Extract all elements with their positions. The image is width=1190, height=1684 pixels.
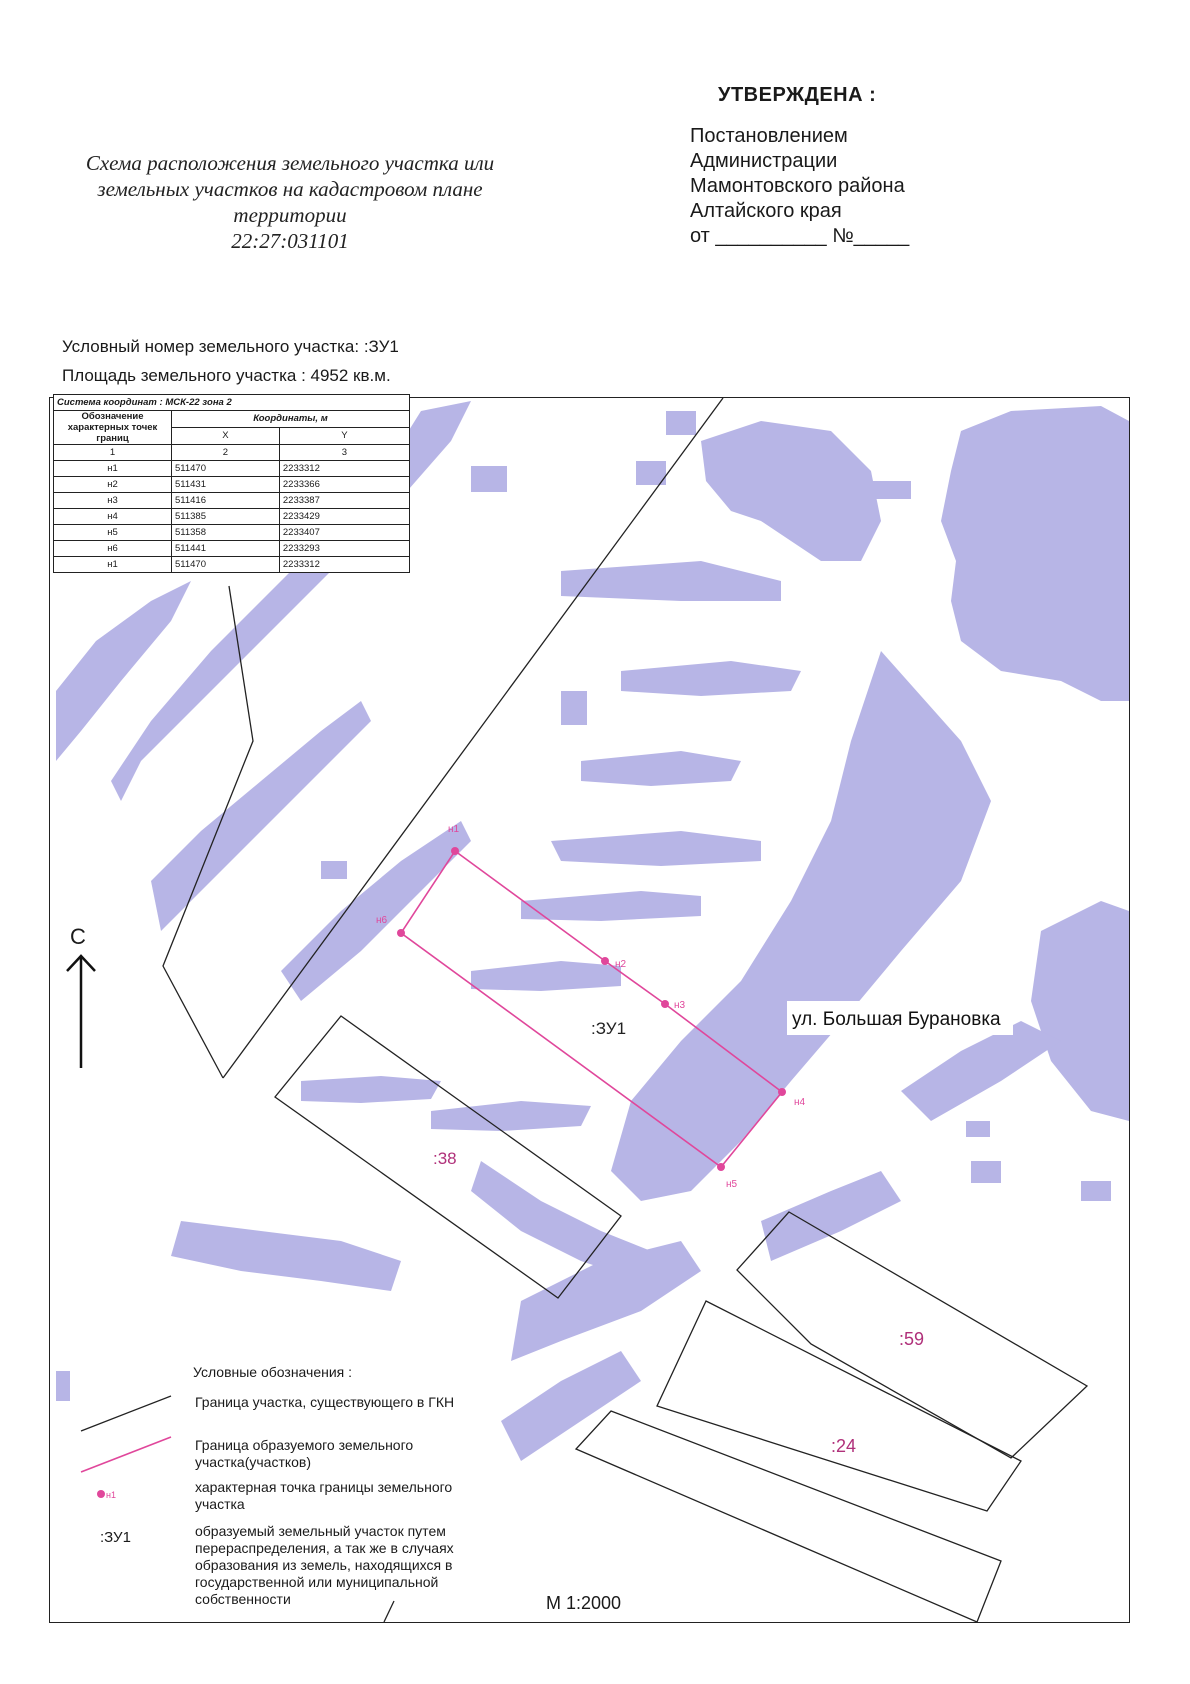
terrain-area bbox=[901, 1021, 1061, 1121]
col-coords-header: Координаты, м bbox=[171, 411, 409, 428]
title-line: территории bbox=[233, 203, 347, 227]
y-cell: 2233366 bbox=[279, 477, 409, 493]
legend-plot-sample: :ЗУ1 bbox=[100, 1529, 131, 1546]
approval-block bbox=[690, 124, 909, 249]
terrain-area bbox=[501, 1351, 641, 1461]
table-row bbox=[54, 525, 410, 541]
y-cell: 2233312 bbox=[279, 557, 409, 573]
x-cell: 511358 bbox=[171, 525, 279, 541]
north-arrow-icon bbox=[67, 956, 95, 1068]
point-n3 bbox=[661, 1000, 669, 1008]
terrain-area bbox=[666, 411, 696, 435]
point-n5 bbox=[717, 1163, 725, 1171]
title-line: Схема расположения земельного участка или bbox=[85, 151, 495, 175]
approval-line: Постановлением bbox=[690, 125, 848, 147]
approval-line: Мамонтовского района bbox=[690, 175, 905, 197]
point-cell: н5 bbox=[54, 525, 172, 541]
approval-heading: УТВЕРЖДЕНА : bbox=[718, 84, 877, 106]
y-cell: 2233407 bbox=[279, 525, 409, 541]
point-cell: н6 bbox=[54, 541, 172, 557]
legend-existing-text: Граница участка, существующего в ГКН bbox=[195, 1394, 455, 1410]
parcel-59-label: :59 bbox=[899, 1329, 925, 1349]
terrain-area bbox=[171, 1221, 401, 1291]
plot-number: Условный номер земельного участка: :ЗУ1 bbox=[62, 337, 399, 356]
point-n6 bbox=[397, 929, 405, 937]
col-y-header: Y bbox=[279, 428, 409, 445]
legend-title: Условные обозначения : bbox=[193, 1364, 353, 1380]
plot-area: Площадь земельного участка : 4952 кв.м. bbox=[62, 366, 391, 385]
y-cell: 2233293 bbox=[279, 541, 409, 557]
street-name-label: ул. Большая Бурановка bbox=[792, 1009, 1001, 1030]
terrain-area bbox=[1081, 1181, 1111, 1201]
parcel-24-boundary bbox=[657, 1301, 1021, 1511]
point-n4 bbox=[778, 1088, 786, 1096]
terrain-area bbox=[151, 701, 371, 931]
terrain-area bbox=[621, 661, 801, 696]
parcel-24-label: :24 bbox=[831, 1436, 857, 1456]
legend-new-boundary-text: Граница образуемого земельного участка(участков) bbox=[195, 1437, 414, 1470]
label-n2: н2 bbox=[615, 959, 627, 970]
legend-point-sample: н1 bbox=[106, 1490, 116, 1500]
terrain-area bbox=[966, 1121, 990, 1137]
y-cell: 2233429 bbox=[279, 509, 409, 525]
scale-label: М 1:2000 bbox=[546, 1593, 622, 1613]
table-row bbox=[54, 461, 410, 477]
north-label: С bbox=[70, 924, 86, 949]
col-x-header: X bbox=[171, 428, 279, 445]
label-n4: н4 bbox=[794, 1097, 806, 1108]
col-num: 2 bbox=[171, 445, 279, 461]
approval-date-number: от __________ №_____ bbox=[690, 225, 910, 247]
point-cell: н1 bbox=[54, 557, 172, 573]
terrain-area bbox=[321, 861, 347, 879]
table-row bbox=[54, 541, 410, 557]
y-cell: 2233312 bbox=[279, 461, 409, 477]
terrain-area bbox=[581, 751, 741, 786]
col-num: 1 bbox=[54, 445, 172, 461]
legend-point-icon bbox=[97, 1490, 105, 1498]
table-row bbox=[54, 557, 410, 573]
x-cell: 511431 bbox=[171, 477, 279, 493]
label-n3: н3 bbox=[674, 1000, 686, 1011]
point-cell: н3 bbox=[54, 493, 172, 509]
terrain-area bbox=[281, 821, 471, 1001]
table-row bbox=[54, 493, 410, 509]
coord-system: Система координат : МСК-22 зона 2 bbox=[54, 395, 410, 411]
x-cell: 511416 bbox=[171, 493, 279, 509]
x-cell: 511385 bbox=[171, 509, 279, 525]
table-row bbox=[54, 477, 410, 493]
label-n6: н6 bbox=[376, 915, 388, 926]
legend-existing-line-icon bbox=[81, 1396, 171, 1431]
terrain-area bbox=[761, 1171, 901, 1261]
terrain-area bbox=[471, 961, 621, 991]
terrain-area bbox=[521, 891, 701, 921]
terrain-area bbox=[941, 406, 1129, 701]
col-num: 3 bbox=[279, 445, 409, 461]
terrain-area bbox=[471, 466, 507, 492]
terrain-area bbox=[971, 1161, 1001, 1183]
x-cell: 511470 bbox=[171, 557, 279, 573]
cadastral-quarter-number: 22:27:031101 bbox=[231, 229, 349, 253]
terrain-area bbox=[561, 561, 781, 601]
y-cell: 2233387 bbox=[279, 493, 409, 509]
x-cell: 511470 bbox=[171, 461, 279, 477]
legend-point-text: характерная точка границы земельного участка bbox=[195, 1479, 453, 1512]
approval-line: Алтайского края bbox=[690, 200, 842, 222]
x-cell: 511441 bbox=[171, 541, 279, 557]
terrain-area bbox=[701, 421, 881, 561]
point-n1 bbox=[451, 847, 459, 855]
terrain-area bbox=[561, 691, 587, 725]
table-row bbox=[54, 509, 410, 525]
point-n2 bbox=[601, 957, 609, 965]
label-n1: н1 bbox=[448, 824, 460, 835]
terrain-area bbox=[431, 1101, 591, 1131]
parcel-24b-boundary bbox=[576, 1411, 1001, 1622]
terrain-area bbox=[551, 831, 761, 866]
terrain-area bbox=[1011, 471, 1041, 491]
point-cell: н2 bbox=[54, 477, 172, 493]
title-line: земельных участков на кадастровом плане bbox=[97, 177, 483, 201]
zu1-label: :ЗУ1 bbox=[591, 1019, 627, 1038]
schema-title bbox=[40, 150, 540, 254]
terrain-area bbox=[871, 481, 911, 499]
terrain-area bbox=[56, 1371, 70, 1401]
terrain-area bbox=[1031, 901, 1129, 1121]
legend-new-line-icon bbox=[81, 1437, 171, 1472]
label-n5: н5 bbox=[726, 1179, 738, 1190]
terrain-area bbox=[301, 1076, 441, 1103]
point-cell: н1 bbox=[54, 461, 172, 477]
col-point-header: Обозначение характерных точек границ bbox=[54, 411, 172, 445]
legend-plot-text: образуемый земельный участок путем перераспределения, а так же в случаях образования из земель, находящихся в государственной или муниципальной собственности bbox=[195, 1523, 454, 1607]
terrain-area bbox=[56, 581, 191, 761]
point-cell: н4 bbox=[54, 509, 172, 525]
approval-line: Администрации bbox=[690, 150, 838, 172]
coordinates-table bbox=[53, 394, 410, 573]
parcel-38-label: :38 bbox=[433, 1149, 457, 1168]
